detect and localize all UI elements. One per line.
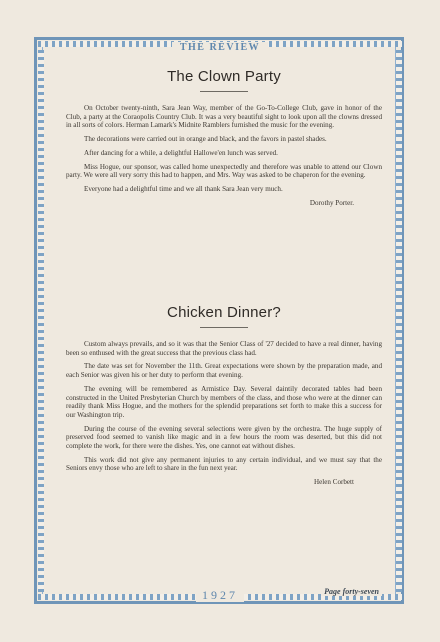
paragraph: On October twenty-ninth, Sara Jean Way, member of the Go-To-College Club, gave in honor of the Club, a party at the Coraopolis Country Club. It was a very beautiful sight to look upon all the clowns dressed in all sorts of colors. Herman Lamark's Midnite Ramblers furnished the music for the evening. [66, 104, 382, 130]
article-title: Chicken Dinner? [167, 304, 281, 321]
paragraph: After dancing for a while, a delightful Hallowe'en lunch was served. [84, 148, 278, 157]
article-title: The Clown Party [167, 68, 281, 85]
running-header [0, 37, 440, 55]
year-label: 1927 [196, 588, 244, 602]
paragraph: Everyone had a delightful time and we all thank Sara Jean very much. [84, 184, 283, 193]
right-border-ornament [396, 50, 402, 592]
article-clown-party [66, 68, 382, 212]
page-number: Page forty-seven [321, 587, 382, 596]
paragraph: This work did not give any permanent injuries to any certain individual, and we must say that the Seniors envy those who are left to share in the fun next year. [66, 455, 382, 473]
left-border-ornament [38, 50, 44, 592]
paragraph: During the course of the evening several selections were given by the orchestra. The huge supply of preserved food seemed to vanish like magic and in a few hours the room was deserted, but this did not complete the work, for there were the dishes. Yes, one cannot eat without dishes. [66, 424, 382, 451]
paragraph: The decorations were carried out in orange and black, and the favors in pastel shades. [84, 135, 327, 144]
author-signature: Helen Corbett [314, 478, 354, 487]
title-underline [200, 327, 248, 328]
paragraph: The evening will be remembered as Armistice Day. Several daintily decorated tables had been constructed in the United Presbyterian Church by members of the class, and those who were at the dinner can readily thank Miss Hogue, and the mothers for the splendid preparations set forth to make this a success for our Washington trip. [66, 384, 382, 419]
title-underline [200, 91, 248, 92]
article-chicken-dinner [66, 304, 382, 492]
paragraph: Custom always prevails, and so it was that the Senior Class of '27 decided to have a real dinner, having been so enthused with the great success that the previous class had. [66, 340, 382, 357]
author-signature: Dorothy Porter. [309, 198, 354, 207]
header-title: THE REVIEW [172, 42, 268, 53]
paragraph: The date was set for November the 11th. Great expectations were shown by the preparation made, and each Senior was given his or her duty to perform that evening. [66, 362, 382, 380]
paragraph: Miss Hogue, our sponsor, was called home unexpectedly and therefore was unable to attend our Clown party. We were all very sorry this had to happen, and Mrs. Way was asked to be chaperon for the evening. [66, 162, 382, 180]
